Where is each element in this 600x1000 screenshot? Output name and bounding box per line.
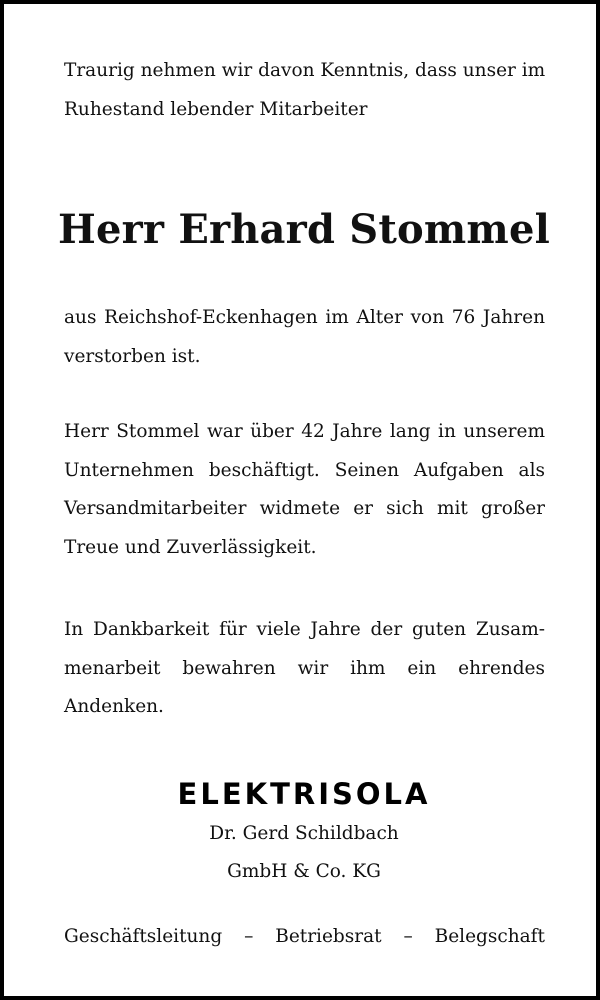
signatory-management: Geschäftsleitung [64,926,223,947]
service-line: Treue und Zuverlässigkeit. [64,536,317,558]
intro-paragraph [64,52,545,129]
thanks-paragraph [64,611,545,727]
thanks-line: In Dankbarkeit für viele Jahre der guten Zusam- [64,619,545,640]
origin-line: verstorben ist. [64,345,201,367]
origin-line: aus Reichshof-Eckenhagen im Alter von 76 Jahren [64,307,545,328]
signatory-works-council: Betriebsrat [275,926,382,947]
signatories [64,922,545,952]
company-logo: ELEKTRISOLA [177,777,431,811]
company-name-line: Dr. Gerd Schildbach [209,823,399,844]
company-legal-form: GmbH & Co. KG [227,861,381,882]
service-line: Versandmitarbeiter widmete er sich mit großer [64,498,545,519]
service-paragraph [64,413,545,567]
service-line: Herr Stommel war über 42 Jahre lang in unserem [64,421,545,442]
thanks-line: menarbeit bewahren wir ihm ein ehrendes [64,657,545,679]
dash-separator: – [403,926,413,947]
signatory-staff: Belegschaft [434,926,545,947]
thanks-line: Andenken. [64,696,164,717]
dash-separator: – [244,926,254,947]
service-line: Unternehmen beschäftigt. Seinen Aufgaben als [64,459,545,481]
intro-line: Ruhestand lebender Mitarbeiter [64,98,368,120]
intro-line: Traurig nehmen wir davon Kenntnis, dass unser im [64,60,546,81]
deceased-name: Herr Erhard Stommel [58,206,550,253]
origin-paragraph [64,299,545,376]
